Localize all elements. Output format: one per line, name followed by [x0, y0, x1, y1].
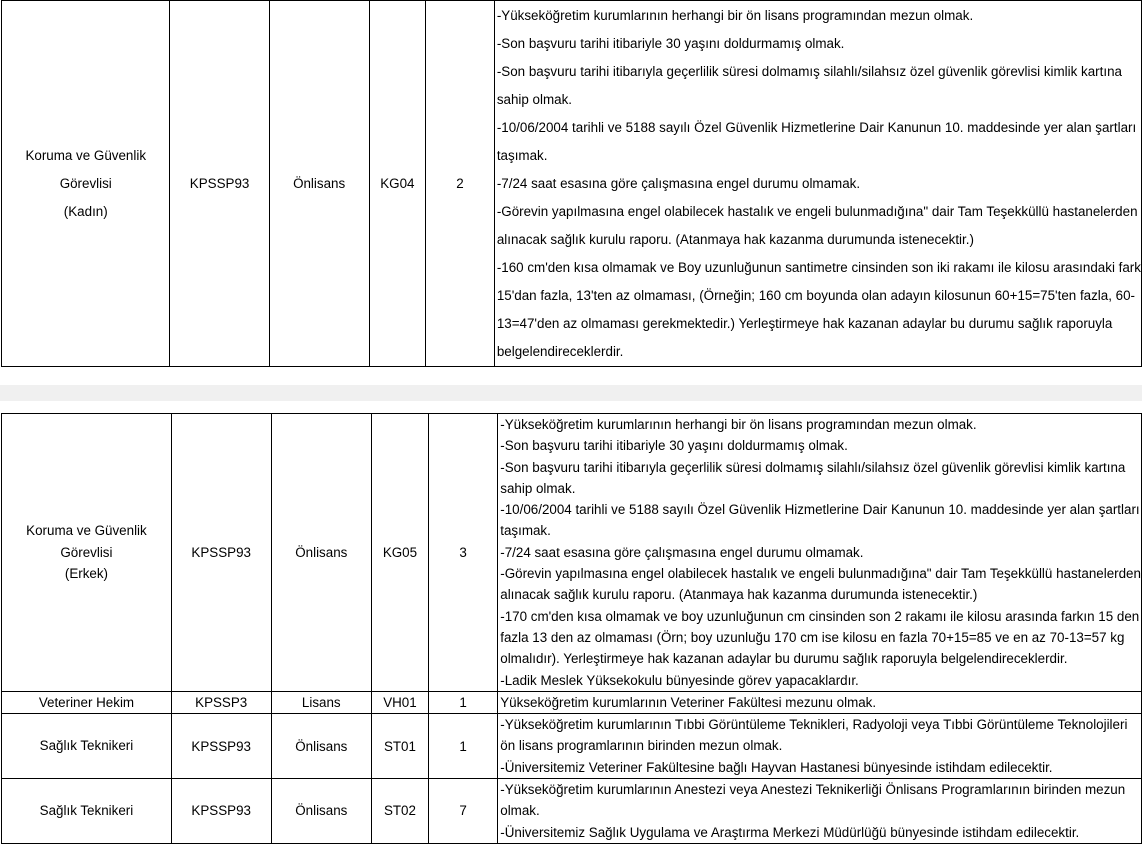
page-gap	[0, 385, 1142, 401]
positions-table-top	[1, 0, 1142, 367]
score-type: KPSSP93	[171, 779, 271, 844]
education-level: Önlisans	[269, 1, 369, 367]
table-row	[2, 779, 1142, 844]
position-code: KG04	[369, 1, 426, 367]
position-title: Koruma ve Güvenlik Görevlisi (Kadın)	[2, 1, 170, 367]
table-row	[2, 1, 1142, 367]
requirements: -Yükseköğretim kurumlarının herhangi bir ön lisans programından mezun olmak. -Son başvuru tarihi itibariyle 30 yaşını doldurmamış olmak. -Son başvuru tarihi itibarıyla geçerlilik süresi dolmamış silahlı/silahsız özel güvenlik görevlisi kimlik kartına sahip olmak. -10/06/2004 tarihli ve 5188 sayılı Özel Güvenlik Hizmetlerine Dair Kanunun 10. maddesinde yer alan şartları taşımak. -7/24 saat esasına göre çalışmasına engel durumu olmamak. -Görevin yapılmasına engel olabilecek hastalık ve engeli bulunmadığına" dair Tam Teşekküllü hastanelerden alınacak sağlık kurulu raporu. (Atanmaya hak kazanma durumunda istenecektir.) -160 cm'den kısa olmamak ve Boy uzunluğunun santimetre cinsinden son iki rakamı ile kilosu arasındaki fark 15'dan fazla, 13'ten az olmaması, (Örneğin; 160 cm boyunda olan adayın kilosunun 60+15=75'ten fazla, 60- 13=47'den az olmaması gerekmektedir.) Yerleştirmeye hak kazanan adaylar bu durumu sağlık raporuyla belgelendireceklerdir.	[494, 1, 1141, 367]
score-type: KPSSP3	[171, 691, 271, 713]
position-code: VH01	[372, 691, 429, 713]
position-code: KG05	[372, 414, 429, 692]
education-level: Lisans	[271, 691, 372, 713]
requirements: -Yükseköğretim kurumlarının Tıbbi Görüntüleme Teknikleri, Radyoloji veya Tıbbi Görüntüleme Teknolojileri ön lisans programlarının birinden mezun olmak. -Üniversitemiz Veteriner Fakültesine bağlı Hayvan Hastanesi bünyesinde istihdam edilecektir.	[498, 714, 1142, 779]
position-quota: 2	[426, 1, 495, 367]
position-title: Sağlık Teknikeri	[2, 779, 172, 844]
positions-table-bottom	[1, 413, 1142, 844]
education-level: Önlisans	[271, 714, 372, 779]
score-type: KPSSP93	[171, 714, 271, 779]
score-type: KPSSP93	[171, 414, 271, 692]
position-quota: 1	[428, 691, 497, 713]
requirements: -Yükseköğretim kurumlarının Anestezi veya Anestezi Teknikerliği Önlisans Programlarının birinden mezun olmak. -Üniversitemiz Sağlık Uygulama ve Araştırma Merkezi Müdürlüğü bünyesinde istihdam edilecektir.	[498, 779, 1142, 844]
table-row	[2, 414, 1142, 692]
score-type: KPSSP93	[170, 1, 269, 367]
table-row	[2, 691, 1142, 713]
position-quota: 3	[428, 414, 497, 692]
position-title: Veteriner Hekim	[2, 691, 172, 713]
requirements: -Yükseköğretim kurumlarının herhangi bir ön lisans programından mezun olmak. -Son başvuru tarihi itibariyle 30 yaşını doldurmamış olmak. -Son başvuru tarihi itibarıyla geçerlilik süresi dolmamış silahlı/silahsız özel güvenlik görevlisi kimlik kartına sahip olmak. -10/06/2004 tarihli ve 5188 sayılı Özel Güvenlik Hizmetlerine Dair Kanunun 10. maddesinde yer alan şartları taşımak. -7/24 saat esasına göre çalışmasına engel durumu olmamak. -Görevin yapılmasına engel olabilecek hastalık ve engeli bulunmadığına" dair Tam Teşekküllü hastanelerden alınacak sağlık kurulu raporu. (Atanmaya hak kazanma durumunda istenecektir.) -170 cm'den kısa olmamak ve boy uzunluğunun cm cinsinden son 2 rakamı ile kilosu arasında farkın 15 den fazla 13 den az olmaması (Örn; boy uzunluğu 170 cm ise kilosu en fazla 70+15=85 ve en az 70-13=57 kg olmalıdır). Yerleştirmeye hak kazanan adaylar bu durumu sağlık raporuyla belgelendireceklerdir. -Ladik Meslek Yüksekokulu bünyesinde görev yapacaklardır.	[498, 414, 1142, 692]
position-code: ST01	[372, 714, 429, 779]
position-title: Koruma ve Güvenlik Görevlisi (Erkek)	[2, 414, 172, 692]
education-level: Önlisans	[271, 779, 372, 844]
position-quota: 7	[428, 779, 497, 844]
position-title: Sağlık Teknikeri	[2, 714, 172, 779]
position-quota: 1	[428, 714, 497, 779]
table-row	[2, 714, 1142, 779]
requirements: Yükseköğretim kurumlarının Veteriner Fakültesi mezunu olmak.	[498, 691, 1142, 713]
position-code: ST02	[372, 779, 429, 844]
education-level: Önlisans	[271, 414, 372, 692]
